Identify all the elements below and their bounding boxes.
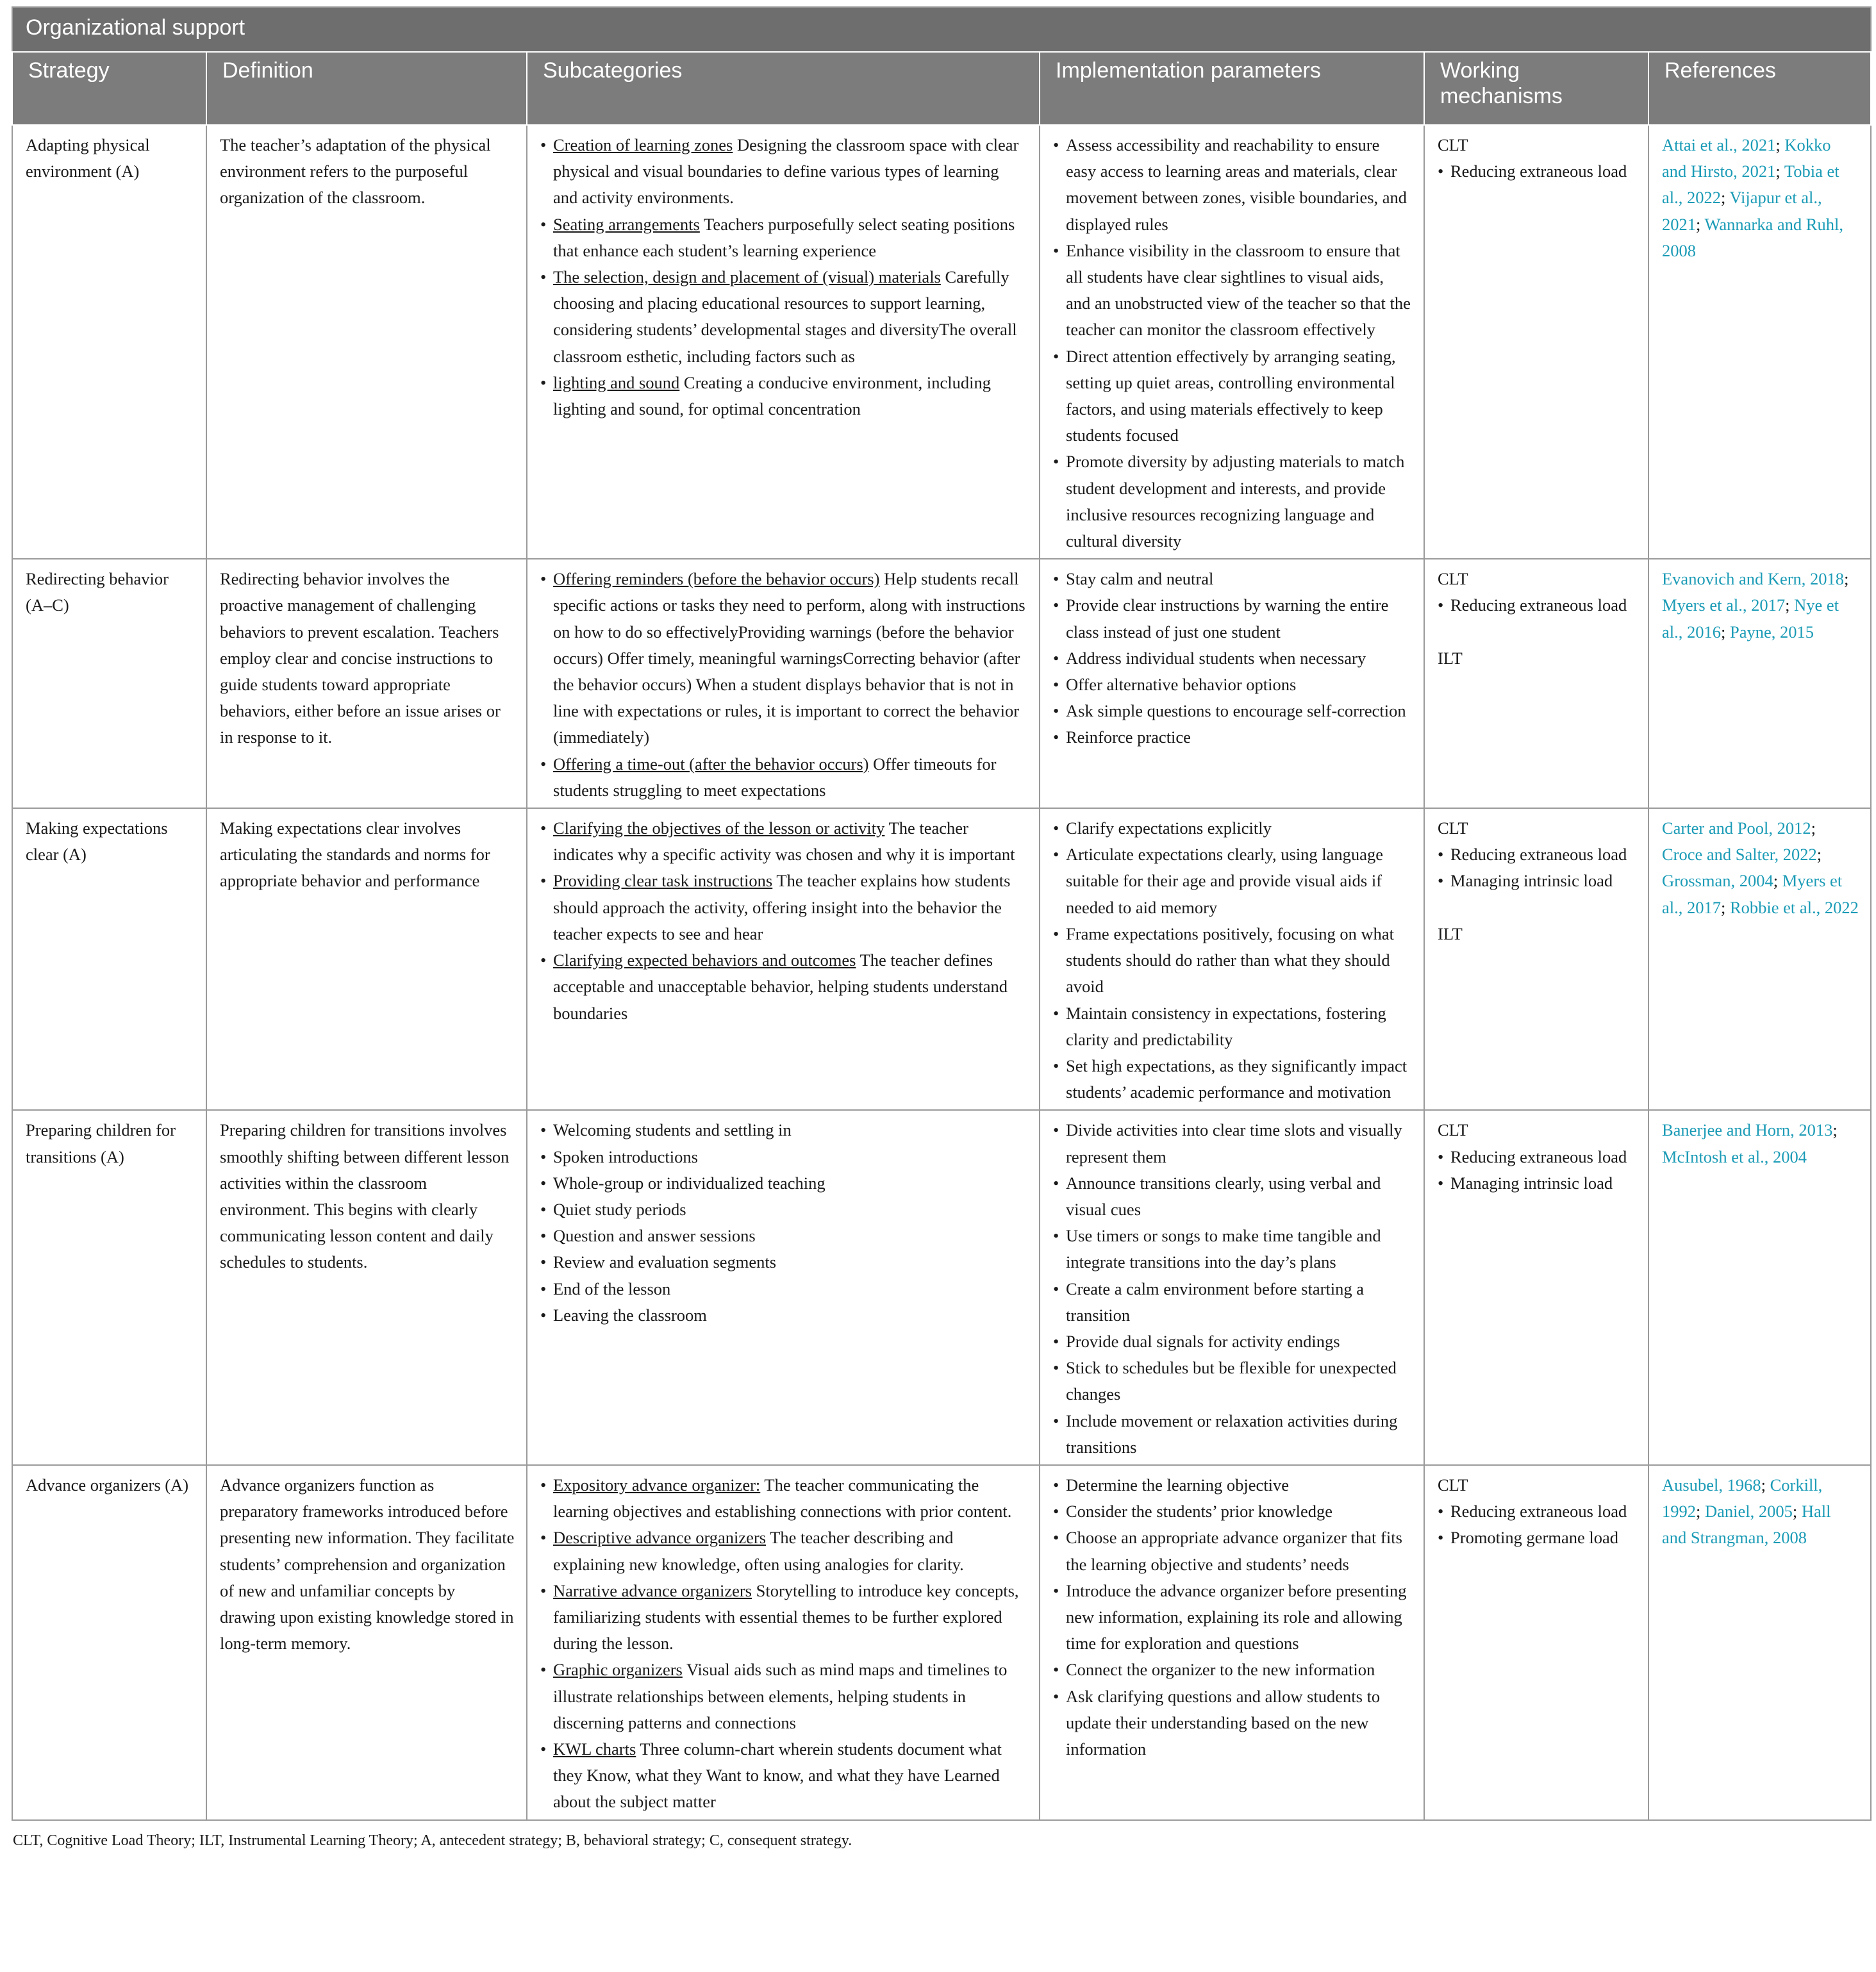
mechanism-item: • Reducing extraneous load: [1438, 158, 1636, 185]
definition-cell: Advance organizers function as preparatory frameworks introduced before presenting new information. They facilitate students’ comprehension and organization of new and unfamiliar concepts by drawing upon existing knowledge stored in long-term memory.: [206, 1465, 527, 1820]
reference-link[interactable]: Ausubel, 1968: [1662, 1475, 1761, 1495]
definition-cell: Making expectations clear involves articulating the standards and norms for appropriate behavior and performance: [206, 808, 527, 1110]
subcategory-text: The teacher communicating the learning objectives and establishing connections with prior content.: [553, 1475, 1012, 1521]
subcategory-text: Question and answer sessions: [553, 1226, 756, 1246]
subcategory-text: Review and evaluation segments: [553, 1252, 777, 1272]
subcategory-text: Quiet study periods: [553, 1199, 686, 1219]
subcategory-title: Clarifying the objectives of the lesson or activity: [553, 818, 885, 838]
subcategory-title: Graphic organizers: [553, 1660, 683, 1680]
parameter-item: • Promote diversity by adjusting materials to match student development and interests, and provide inclusive resources recognizing language and cultural diversity: [1053, 449, 1412, 554]
reference-separator: ;: [1792, 1502, 1802, 1521]
parameter-item: • Offer alternative behavior options: [1053, 672, 1412, 698]
parameter-item: • Assess accessibility and reachability to ensure easy access to learning areas and materials, clear movement between zones, visible boundaries, and displayed rules: [1053, 132, 1412, 238]
parameter-list: [1053, 566, 1412, 750]
mechanism-spacer: [1438, 895, 1636, 921]
reference-link[interactable]: Grossman, 2004: [1662, 871, 1773, 891]
mechanism-list: [1438, 592, 1636, 618]
header-working-mechanisms: Working mechanisms: [1424, 52, 1648, 125]
mechanism-list: [1438, 1498, 1636, 1551]
parameter-item: • Divide activities into clear time slots and visually represent them: [1053, 1117, 1412, 1170]
mechanism-list: [1438, 841, 1636, 894]
parameter-item: • Create a calm environment before starting a transition: [1053, 1276, 1412, 1329]
subcategory-item: [540, 1276, 1027, 1302]
subcategory-text: Visual aids such as mind maps and timelines to illustrate relationships between elements, helping students in discerning patterns and connections: [553, 1660, 1008, 1732]
subcategory-item: [540, 815, 1027, 868]
mechanism-list: [1438, 1144, 1636, 1197]
strategy-cell: Preparing children for transitions (A): [12, 1110, 206, 1465]
subcategory-title: Providing clear task instructions: [553, 871, 773, 891]
subcategory-text: Whole-group or individualized teaching: [553, 1173, 826, 1193]
reference-link[interactable]: Tobia et al., 2022: [1662, 162, 1839, 208]
parameter-item: • Consider the students’ prior knowledge: [1053, 1498, 1412, 1525]
subcategory-title: KWL charts: [553, 1739, 636, 1759]
reference-link[interactable]: Vijapur et al., 2021: [1662, 188, 1822, 234]
subcategory-text: Welcoming students and settling in: [553, 1120, 792, 1140]
mechanisms-cell: [1424, 808, 1648, 1110]
reference-separator: ;: [1811, 818, 1816, 838]
definition-cell: The teacher’s adaptation of the physical environment refers to the purposeful organization of the classroom.: [206, 125, 527, 559]
subcategory-item: [540, 1117, 1027, 1143]
reference-separator: ;: [1721, 188, 1730, 208]
reference-link[interactable]: Nye et al., 2016: [1662, 595, 1839, 642]
subcategories-cell: [527, 808, 1040, 1110]
mechanism-item: • Managing intrinsic load: [1438, 1170, 1636, 1197]
subcategory-text: Three column-chart wherein students document what they Know, what they Want to know, and what they have Learned about the subject matter: [553, 1739, 1002, 1812]
subcategory-item: [540, 1223, 1027, 1249]
parameter-item: • Reinforce practice: [1053, 724, 1412, 750]
parameters-cell: [1040, 1110, 1424, 1465]
mechanisms-cell: [1424, 1110, 1648, 1465]
references-cell: [1648, 808, 1871, 1110]
parameters-cell: [1040, 808, 1424, 1110]
parameter-item: • Enhance visibility in the classroom to ensure that all students have clear sightlines to visual aids, and an unobstructed view of the teacher so that the teacher can monitor the classroom effectively: [1053, 238, 1412, 344]
reference-separator: ;: [1721, 897, 1730, 917]
strategy-cell: Making expectations clear (A): [12, 808, 206, 1110]
subcategory-text: Spoken introductions: [553, 1147, 698, 1166]
table-container: [12, 6, 1870, 1850]
parameter-item: • Connect the organizer to the new information: [1053, 1657, 1412, 1683]
parameter-item: • Include movement or relaxation activities during transitions: [1053, 1408, 1412, 1461]
reference-link[interactable]: Corkill, 1992: [1662, 1475, 1823, 1521]
subcategory-title: Seating arrangements: [553, 214, 700, 234]
subcategory-title: Clarifying expected behaviors and outcomes: [553, 950, 856, 970]
table-row: [12, 808, 1871, 1110]
mechanism-item: • Managing intrinsic load: [1438, 868, 1636, 894]
reference-separator: ;: [1785, 595, 1795, 615]
reference-separator: ;: [1775, 162, 1784, 181]
references-cell: [1648, 1465, 1871, 1820]
header-references: References: [1648, 52, 1871, 125]
subcategory-list: [540, 1472, 1027, 1816]
subcategories-cell: [527, 559, 1040, 808]
mechanism-item: • Reducing extraneous load: [1438, 841, 1636, 868]
subcategory-list: [540, 132, 1027, 422]
reference-separator: ;: [1816, 845, 1822, 865]
header-subcategories: Subcategories: [527, 52, 1040, 125]
subcategory-item: [540, 868, 1027, 947]
mechanism-item: • Promoting germane load: [1438, 1525, 1636, 1551]
subcategory-item: [540, 211, 1027, 264]
subcategories-cell: [527, 1465, 1040, 1820]
parameters-cell: [1040, 559, 1424, 808]
strategy-table: [12, 6, 1872, 1821]
references-cell: [1648, 559, 1871, 808]
parameter-item: • Clarify expectations explicitly: [1053, 815, 1412, 841]
subcategories-cell: [527, 125, 1040, 559]
mechanisms-cell: [1424, 559, 1648, 808]
reference-link[interactable]: Croce and Salter, 2022: [1662, 845, 1817, 865]
parameter-list: [1053, 1472, 1412, 1762]
mechanism-heading: CLT: [1438, 1475, 1468, 1495]
subcategory-text: The teacher defines acceptable and unacceptable behavior, helping students understand boundaries: [553, 950, 1008, 1023]
parameter-item: • Use timers or songs to make time tangible and integrate transitions into the day’s plans: [1053, 1223, 1412, 1275]
strategy-cell: Advance organizers (A): [12, 1465, 206, 1820]
parameter-item: • Determine the learning objective: [1053, 1472, 1412, 1498]
subcategory-item: [540, 1170, 1027, 1197]
definition-cell: Preparing children for transitions involves smoothly shifting between different lesson activities within the classroom environment. This begins with clearly communicating lesson content and daily schedules to students.: [206, 1110, 527, 1465]
reference-separator: ;: [1696, 214, 1705, 234]
subcategory-item: [540, 1249, 1027, 1275]
parameter-list: [1053, 815, 1412, 1106]
subcategory-item: [540, 1578, 1027, 1657]
parameter-item: • Provide clear instructions by warning the entire class instead of just one student: [1053, 592, 1412, 645]
subcategory-title: The selection, design and placement of (visual) materials: [553, 267, 941, 287]
table-row: [12, 1465, 1871, 1820]
parameter-item: • Direct attention effectively by arranging seating, setting up quiet areas, controlling environmental factors, and using materials effectively to keep students focused: [1053, 344, 1412, 449]
subcategory-text: The teacher indicates why a specific activity was chosen and why it is important: [553, 818, 1015, 865]
subcategory-item: [540, 751, 1027, 804]
parameter-list: [1053, 1117, 1412, 1461]
parameter-item: • Introduce the advance organizer before presenting new information, explaining its role and allowing time for exploration and questions: [1053, 1578, 1412, 1657]
subcategories-cell: [527, 1110, 1040, 1465]
subcategory-text: Teachers purposefully select seating positions that enhance each student’s learning experience: [553, 214, 1015, 260]
subcategory-text: Offer timeouts for students struggling to meet expectations: [553, 754, 997, 800]
reference-link[interactable]: Daniel, 2005: [1705, 1502, 1793, 1521]
reference-separator: ;: [1721, 622, 1730, 642]
subcategory-item: [540, 947, 1027, 1027]
header-definition: Definition: [206, 52, 527, 125]
table-row: [12, 1110, 1871, 1465]
reference-separator: ;: [1761, 1475, 1770, 1495]
subcategory-item: [540, 264, 1027, 370]
table-row: [12, 125, 1871, 559]
parameter-item: • Provide dual signals for activity endings: [1053, 1329, 1412, 1355]
subcategory-title: Descriptive advance organizers: [553, 1528, 767, 1548]
subcategory-list: [540, 1117, 1027, 1329]
mechanism-list: [1438, 158, 1636, 185]
mechanism-heading: CLT: [1438, 1120, 1468, 1140]
reference-link[interactable]: Attai et al., 2021: [1662, 135, 1776, 154]
subcategory-text: Creating a conducive environment, including lighting and sound, for optimal concentration: [553, 372, 991, 419]
subcategory-list: [540, 815, 1027, 1027]
subcategory-text: Designing the classroom space with clear physical and visual boundaries to define various types of learning and activity environments.: [553, 135, 1019, 208]
mechanism-item: • Reducing extraneous load: [1438, 1498, 1636, 1525]
reference-separator: ;: [1832, 1120, 1838, 1140]
subcategory-title: Expository advance organizer:: [553, 1475, 761, 1495]
subcategory-item: [540, 1657, 1027, 1736]
parameter-item: • Ask clarifying questions and allow students to update their understanding based on the new information: [1053, 1684, 1412, 1763]
subcategory-title: Narrative advance organizers: [553, 1580, 752, 1600]
table-body: [12, 125, 1871, 1820]
subcategory-text: End of the lesson: [553, 1279, 671, 1298]
subcategory-text: Carefully choosing and placing educational resources to support learning, considering students’ developmental stages and diversityThe overall classroom esthetic, including factors such as: [553, 267, 1017, 366]
header-implementation-parameters: Implementation parameters: [1040, 52, 1424, 125]
reference-link[interactable]: Wannarka and Ruhl, 2008: [1662, 214, 1843, 260]
reference-link[interactable]: Myers et al., 2017: [1662, 595, 1786, 615]
mechanism-heading: CLT: [1438, 818, 1468, 838]
references-cell: [1648, 1110, 1871, 1465]
parameter-item: • Set high expectations, as they significantly impact students’ academic performance and motivation: [1053, 1053, 1412, 1106]
reference-separator: ;: [1775, 135, 1785, 154]
strategy-cell: Redirecting behavior (A–C): [12, 559, 206, 808]
mechanism-heading: CLT: [1438, 135, 1468, 154]
subcategory-text: Help students recall specific actions or tasks they need to perform, along with instructions on how to do so effectivelyProviding warnings (before the behavior occurs) Offer timely, meaningful warningsCorrecting behavior (after the behavior occurs) When a student displays behavior that is not in line with expectations or rules, it is important to correct the behavior (immediately): [553, 569, 1025, 747]
header-row: [12, 52, 1871, 125]
reference-separator: ;: [1844, 569, 1849, 589]
reference-link[interactable]: Evanovich and Kern, 2018: [1662, 569, 1845, 589]
subcategory-item: [540, 370, 1027, 422]
subcategory-list: [540, 566, 1027, 804]
mechanism-item: • Reducing extraneous load: [1438, 1144, 1636, 1170]
parameter-item: • Stick to schedules but be flexible for unexpected changes: [1053, 1355, 1412, 1407]
parameter-item: • Announce transitions clearly, using verbal and visual cues: [1053, 1170, 1412, 1223]
subcategory-item: [540, 1302, 1027, 1329]
parameters-cell: [1040, 125, 1424, 559]
subcategory-text: Storytelling to introduce key concepts, familiarizing students with essential themes to be further explored during the lesson.: [553, 1580, 1019, 1653]
reference-link[interactable]: Hall and Strangman, 2008: [1662, 1502, 1831, 1548]
parameter-item: • Address individual students when necessary: [1053, 645, 1412, 672]
subcategory-item: [540, 566, 1027, 750]
reference-link[interactable]: Payne, 2015: [1730, 622, 1814, 642]
parameter-item: • Stay calm and neutral: [1053, 566, 1412, 592]
subcategory-title: Offering a time-out (after the behavior occurs): [553, 754, 869, 774]
parameters-cell: [1040, 1465, 1424, 1820]
reference-link[interactable]: McIntosh et al., 2004: [1662, 1147, 1807, 1166]
subcategory-text: Leaving the classroom: [553, 1305, 707, 1325]
reference-separator: ;: [1773, 871, 1782, 891]
parameter-item: • Frame expectations positively, focusing on what students should do rather than what they should avoid: [1053, 921, 1412, 1000]
reference-link[interactable]: Carter and Pool, 2012: [1662, 818, 1811, 838]
subcategory-title: lighting and sound: [553, 372, 680, 392]
mechanisms-cell: [1424, 125, 1648, 559]
reference-separator: ;: [1696, 1502, 1705, 1521]
subcategory-text: The teacher explains how students should approach the activity, offering insight into the behavior the teacher expects to see and hear: [553, 871, 1011, 943]
table-footnote: CLT, Cognitive Load Theory; ILT, Instrumental Learning Theory; A, antecedent strategy; B, behavioral strategy; C, consequent strategy.: [13, 1832, 852, 1849]
parameter-list: [1053, 132, 1412, 554]
subcategory-item: [540, 1472, 1027, 1525]
subcategory-item: [540, 1525, 1027, 1577]
parameter-item: • Articulate expectations clearly, using language suitable for their age and provide visual aids if needed to aid memory: [1053, 841, 1412, 921]
subcategory-item: [540, 1144, 1027, 1170]
subcategory-item: [540, 132, 1027, 211]
subcategory-item: [540, 1736, 1027, 1816]
header-strategy: Strategy: [12, 52, 206, 125]
subcategory-item: [540, 1197, 1027, 1223]
reference-link[interactable]: Kokko and Hirsto, 2021: [1662, 135, 1831, 181]
subcategory-title: Offering reminders (before the behavior occurs): [553, 569, 880, 589]
mechanism-heading: ILT: [1438, 924, 1463, 943]
references-cell: [1648, 125, 1871, 559]
reference-link[interactable]: Banerjee and Horn, 2013: [1662, 1120, 1833, 1140]
table-caption: Organizational support: [12, 7, 1871, 52]
reference-link[interactable]: Robbie et al., 2022: [1730, 897, 1859, 917]
definition-cell: Redirecting behavior involves the proactive management of challenging behaviors to prevent escalation. Teachers employ clear and concise instructions to guide students toward appropriate behaviors, either before an issue arises or in response to it.: [206, 559, 527, 808]
mechanisms-cell: [1424, 1465, 1648, 1820]
table-row: [12, 559, 1871, 808]
mechanism-item: • Reducing extraneous load: [1438, 592, 1636, 618]
reference-link[interactable]: Myers et al., 2017: [1662, 871, 1843, 917]
mechanism-heading: ILT: [1438, 648, 1463, 668]
mechanism-spacer: [1438, 619, 1636, 645]
parameter-item: • Ask simple questions to encourage self-correction: [1053, 698, 1412, 724]
mechanism-heading: CLT: [1438, 569, 1468, 589]
subcategory-title: Creation of learning zones: [553, 135, 733, 154]
subcategory-text: The teacher describing and explaining new knowledge, often using analogies for clarity.: [553, 1528, 964, 1574]
parameter-item: • Choose an appropriate advance organizer that fits the learning objective and students’ needs: [1053, 1525, 1412, 1577]
parameter-item: • Maintain consistency in expectations, fostering clarity and predictability: [1053, 1000, 1412, 1053]
strategy-cell: Adapting physical environment (A): [12, 125, 206, 559]
